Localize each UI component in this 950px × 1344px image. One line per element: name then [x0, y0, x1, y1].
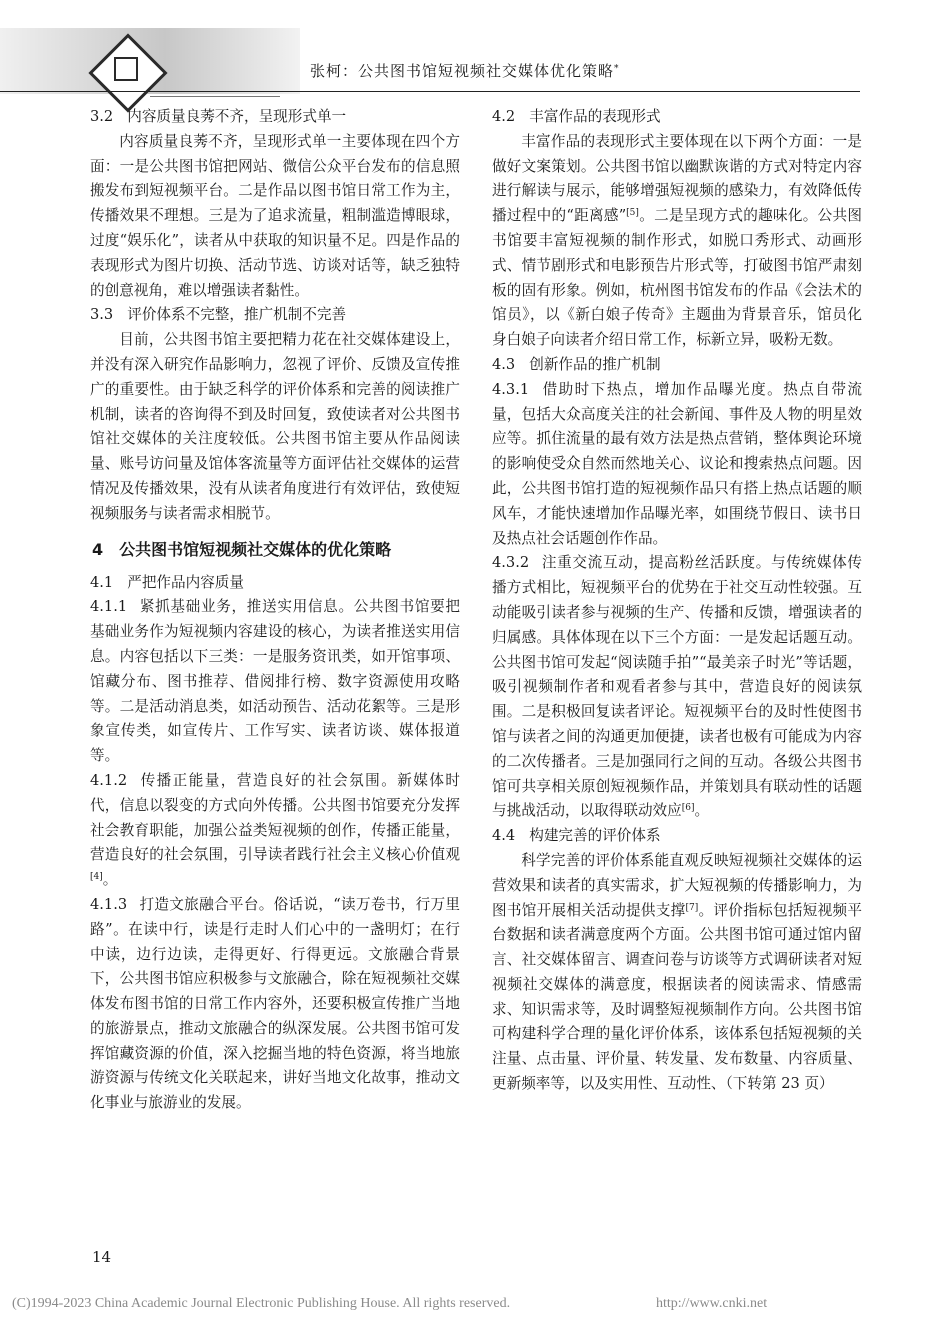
- section-4-heading: 4 公共图书馆短视频社交媒体的优化策略: [92, 539, 392, 559]
- page-number: 14: [92, 1248, 112, 1266]
- citation-7: [7]: [685, 902, 699, 913]
- section-4-2-heading: 4.2 丰富作品的表现形式: [492, 108, 661, 125]
- section-3-3-heading: 3.3 评价体系不完整，推广机制不完善: [90, 306, 347, 324]
- header-rule: [0, 91, 860, 92]
- section-4-1-2-paragraph: 4.1.2 传播正能量，营造良好的社会氛围。新媒体时代，信息以裂变的方式向外传播。公共图书馆要充分发挥社会教育职能，加强公益类短视频的创作，传播正能量，营造良好的社会氛围，引导读者践行社会主义核心价值观[4]。: [90, 771, 460, 889]
- footer-url: http://www.cnki.net: [656, 1296, 768, 1311]
- section-4-1-heading: 4.1 严把作品内容质量: [90, 573, 244, 591]
- section-3-2-paragraph: 内容质量良莠不齐，呈现形式单一主要体现在四个方面：一是公共图书馆把网站、微信公众平台发布的信息照搬发布到短视频平台。二是作品以图书馆日常工作为主，传播效果不理想。三是为了追求流量，粗制滥造博眼球，过度“娱乐化”，读者从中获取的知识量不足。四是作品的表现形式为图片切换、活动节选、访谈对话等，缺乏独特的创意视角，难以增强读者黏性。: [90, 132, 460, 299]
- continued-note: （下转第 23 页）: [725, 1075, 834, 1093]
- header-subrule: [150, 96, 280, 97]
- section-4-2-paragraph: 丰富作品的表现形式主要体现在以下两个方面：一是做好文案策划。公共图书馆以幽默诙谐的方式对特定内容进行解读与展示，能够增强短视频的感染力，有效降低传播过程中的“距离感”[5]。二是呈现方式的趣味化。公共图书馆要丰富短视频的制作形式，如脱口秀形式、动画形式、情节剧形式和电影预告片形式等，打破图书馆严肃刻板的固有形象。例如，杭州图书馆发布的作品《会法术的馆员》，以《新白娘子传奇》主题曲为背景音乐，馆员化身白娘子向读者介绍日常工作，标新立异，吸粉无数。: [492, 132, 862, 349]
- running-title: 张柯：公共图书馆短视频社交媒体优化策略*: [310, 62, 620, 80]
- section-4-3-1-paragraph: 4.3.1 借助时下热点，增加作品曝光度。热点自带流量，包括大众高度关注的社会新闻、事件及人物的明星效应等。抓住流量的最有效方法是热点营销，整体舆论环境的影响使受众自然而然地关心、议论和搜索热点问题。因此，公共图书馆打造的短视频作品只有搭上热点话题的顺风车，才能快速增加作品曝光率，如围绕节假日、读书日及热点社会话题创作作品。: [492, 380, 862, 547]
- library-logo-inner-icon: [114, 57, 138, 81]
- section-4-1-1-paragraph: 4.1.1 紧抓基础业务，推送实用信息。公共图书馆要把基础业务作为短视频内容建设的核心，为读者推送实用信息。内容包括以下三类：一是服务资讯类，如开馆事项、馆藏分布、图书推荐、借阅排行榜、数字资源使用攻略等。二是活动消息类，如活动预告、活动花絮等。三是形象宣传类，如宣传片、工作写实、读者访谈、媒体报道等。: [90, 598, 460, 765]
- citation-5: [5]: [626, 208, 639, 219]
- section-4-3-heading: 4.3 创新作品的推广机制: [492, 355, 661, 373]
- section-4-3-2-paragraph: 4.3.2 注重交流互动，提高粉丝活跃度。与传统媒体传播方式相比，短视频平台的优势在于社交互动性较强。互动能吸引读者参与视频的生产、传播和反馈，增强读者的归属感。具体体现在以下三个方面：一是发起话题互动。公共图书馆可发起“阅读随手拍”“最美亲子时光”等话题，吸引视频制作者和观看者参与其中，营造良好的阅读氛围。二是积极回复读者评论。短视频平台的及时性使图书馆与读者之间的沟通更加便捷，读者也极有可能成为内容的二次传播者。三是加强同行之间的互动。各级公共图书馆可共享相关原创短视频作品，并策划具有联动性的话题与挑战活动，以取得联动效应[6]。: [492, 554, 862, 820]
- section-4-4-paragraph: 科学完善的评价体系能直观反映短视频社交媒体的运营效果和读者的真实需求，扩大短视频的传播影响力，为图书馆开展相关活动提供支撑[7]。评价指标包括短视频平台数据和读者满意度两个方面。公共图书馆可通过馆内留言、社交媒体留言、调查问卷与访谈等方式调研读者对短视频社交媒体的满意度，根据读者的阅读需求、情感需求、知识需求等，及时调整短视频制作方向。公共图书馆可构建科学合理的量化评价体系，该体系包括短视频的关注量、点击量、评价量、转发量、发布数量、内容质量、更新频率等，以及实用性、互动性、（下转第 23 页）: [492, 851, 862, 1093]
- section-4-1-3-paragraph: 4.1.3 打造文旅融合平台。俗话说，“读万卷书，行万里路”。在读中行，读是行走时人们心中的一盏明灯；在行中读，边行边读，走得更好、行得更远。文旅融合背景下，公共图书馆应积极参与文旅融合，除在短视频社交媒体发布图书馆的日常工作内容外，还要积极宣传推广当地的旅游景点，推动文旅融合的纵深发展。公共图书馆可发挥馆藏资源的价值，深入挖掘当地的特色资源，将当地旅游资源与传统文化关联起来，讲好当地文化故事，推动文化事业与旅游业的发展。: [90, 895, 460, 1112]
- left-column: [90, 105, 460, 1116]
- citation-6: [6]: [681, 803, 695, 814]
- section-4-4-heading: 4.4 构建完善的评价体系: [492, 827, 661, 845]
- copyright-footer: (C)1994-2023 China Academic Journal Electronic Publishing House. All rights reserved.: [12, 1296, 511, 1311]
- citation-4: [4]: [90, 872, 103, 883]
- section-3-3-paragraph: 目前，公共图书馆主要把精力花在社交媒体建设上，并没有深入研究作品影响力，忽视了评价、反馈及宣传推广的重要性。由于缺乏科学的评价体系和完善的阅读推广机制，读者的咨询得不到及时回复，致使读者对公共图书馆社交媒体的关注度较低。公共图书馆主要从作品阅读量、账号访问量及馆体客流量等方面评估社交媒体的运营情况及传播效果，没有从读者角度进行有效评估，致使短视频服务与读者需求相脱节。: [90, 331, 460, 522]
- section-3-2-heading: 3.2 内容质量良莠不齐，呈现形式单一: [90, 108, 347, 125]
- right-column: [492, 105, 862, 1097]
- page-header: [0, 0, 950, 96]
